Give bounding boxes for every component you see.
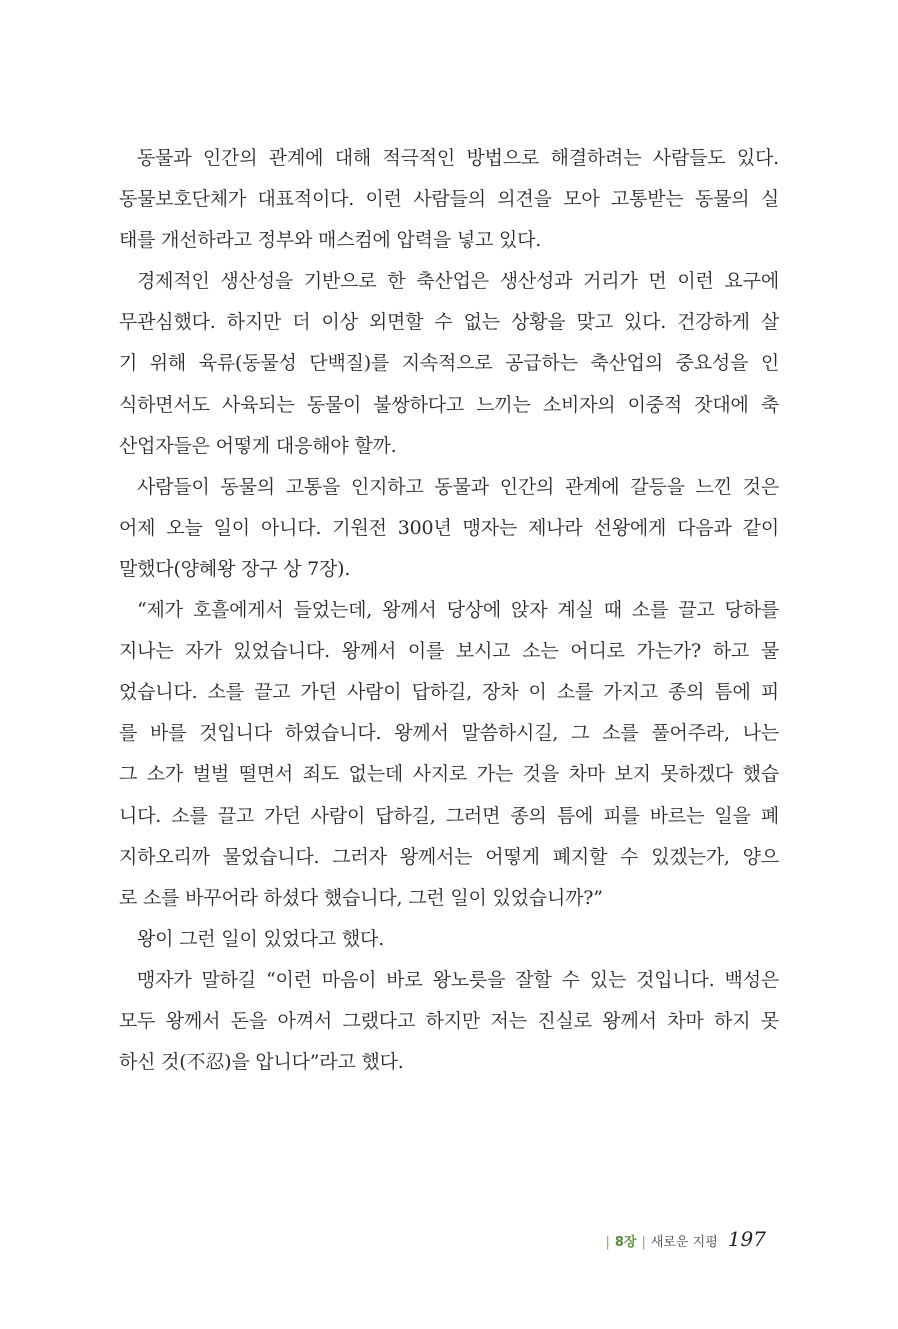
text-line: 그 소가 벌벌 떨면서 죄도 없는데 사지로 가는 것을 차마 보지 못하겠다 했습 bbox=[119, 763, 779, 786]
chapter-label: 8장 bbox=[614, 1235, 637, 1250]
footer-separator-left: | bbox=[605, 1235, 610, 1250]
text-line: 니다. 소를 끌고 가던 사람이 답하길, 그러면 종의 틈에 피를 바르는 일을 폐 bbox=[119, 804, 779, 827]
text-line: 사람들이 동물의 고통을 인지하고 동물과 인간의 관계에 갈등을 느낀 것은 bbox=[137, 475, 779, 498]
text-line: “제가 호흘에게서 들었는데, 왕께서 당상에 앉자 계실 때 소를 끌고 당하를 bbox=[137, 599, 779, 622]
text-line: 맹자가 말하길 “이런 마음이 바로 왕노릇을 잘할 수 있는 것입니다. 백성은 bbox=[137, 968, 779, 991]
text-line: 지하오리까 물었습니다. 그러자 왕께서는 어떻게 폐지할 수 있겠는가, 양으 bbox=[119, 845, 779, 868]
text-line: 왕이 그런 일이 있었다고 했다. bbox=[137, 927, 385, 950]
text-line: 무관심했다. 하지만 더 이상 외면할 수 없는 상황을 맞고 있다. 건강하게 살 bbox=[119, 311, 779, 334]
text-line: 를 바를 것입니다 하였습니다. 왕께서 말씀하시길, 그 소를 풀어주라, 나는 bbox=[119, 722, 779, 745]
footer-separator-right: | bbox=[641, 1235, 646, 1250]
text-line: 산업자들은 어떻게 대응해야 할까. bbox=[119, 434, 397, 457]
text-line: 지나는 자가 있었습니다. 왕께서 이를 보시고 소는 어디로 가는가? 하고 물 bbox=[119, 640, 779, 663]
text-line: 경제적인 생산성을 기반으로 한 축산업은 생산성과 거리가 먼 이런 요구에 bbox=[137, 270, 779, 293]
body-text bbox=[119, 138, 779, 1083]
text-line: 말했다(양혜왕 장구 상 7장). bbox=[119, 557, 351, 580]
text-line: 로 소를 바꾸어라 하셨다 했습니다, 그런 일이 있었습니까?” bbox=[119, 886, 603, 909]
text-line: 하신 것(不忍)을 압니다”라고 했다. bbox=[119, 1051, 404, 1074]
page-number: 197 bbox=[727, 1227, 766, 1251]
text-line: 기 위해 육류(동물성 단백질)를 지속적으로 공급하는 축산업의 중요성을 인 bbox=[119, 352, 779, 375]
chapter-title: 새로운 지평 bbox=[650, 1235, 718, 1250]
page-footer bbox=[600, 1227, 766, 1255]
text-line: 동물보호단체가 대표적이다. 이런 사람들의 의견을 모아 고통받는 동물의 실 bbox=[119, 188, 779, 211]
text-line: 어제 오늘 일이 아니다. 기원전 300년 맹자는 제나라 선왕에게 다음과 같이 bbox=[119, 516, 779, 539]
text-line: 태를 개선하라고 정부와 매스컴에 압력을 넣고 있다. bbox=[119, 229, 542, 252]
text-line: 었습니다. 소를 끌고 가던 사람이 답하길, 장차 이 소를 가지고 종의 틈에 피 bbox=[119, 681, 779, 704]
text-line: 식하면서도 사육되는 동물이 불쌍하다고 느끼는 소비자의 이중적 잣대에 축 bbox=[119, 393, 779, 416]
text-line: 모두 왕께서 돈을 아껴서 그랬다고 하지만 저는 진실로 왕께서 차마 하지 못 bbox=[119, 1009, 779, 1032]
text-line: 동물과 인간의 관계에 대해 적극적인 방법으로 해결하려는 사람들도 있다. bbox=[137, 147, 779, 169]
